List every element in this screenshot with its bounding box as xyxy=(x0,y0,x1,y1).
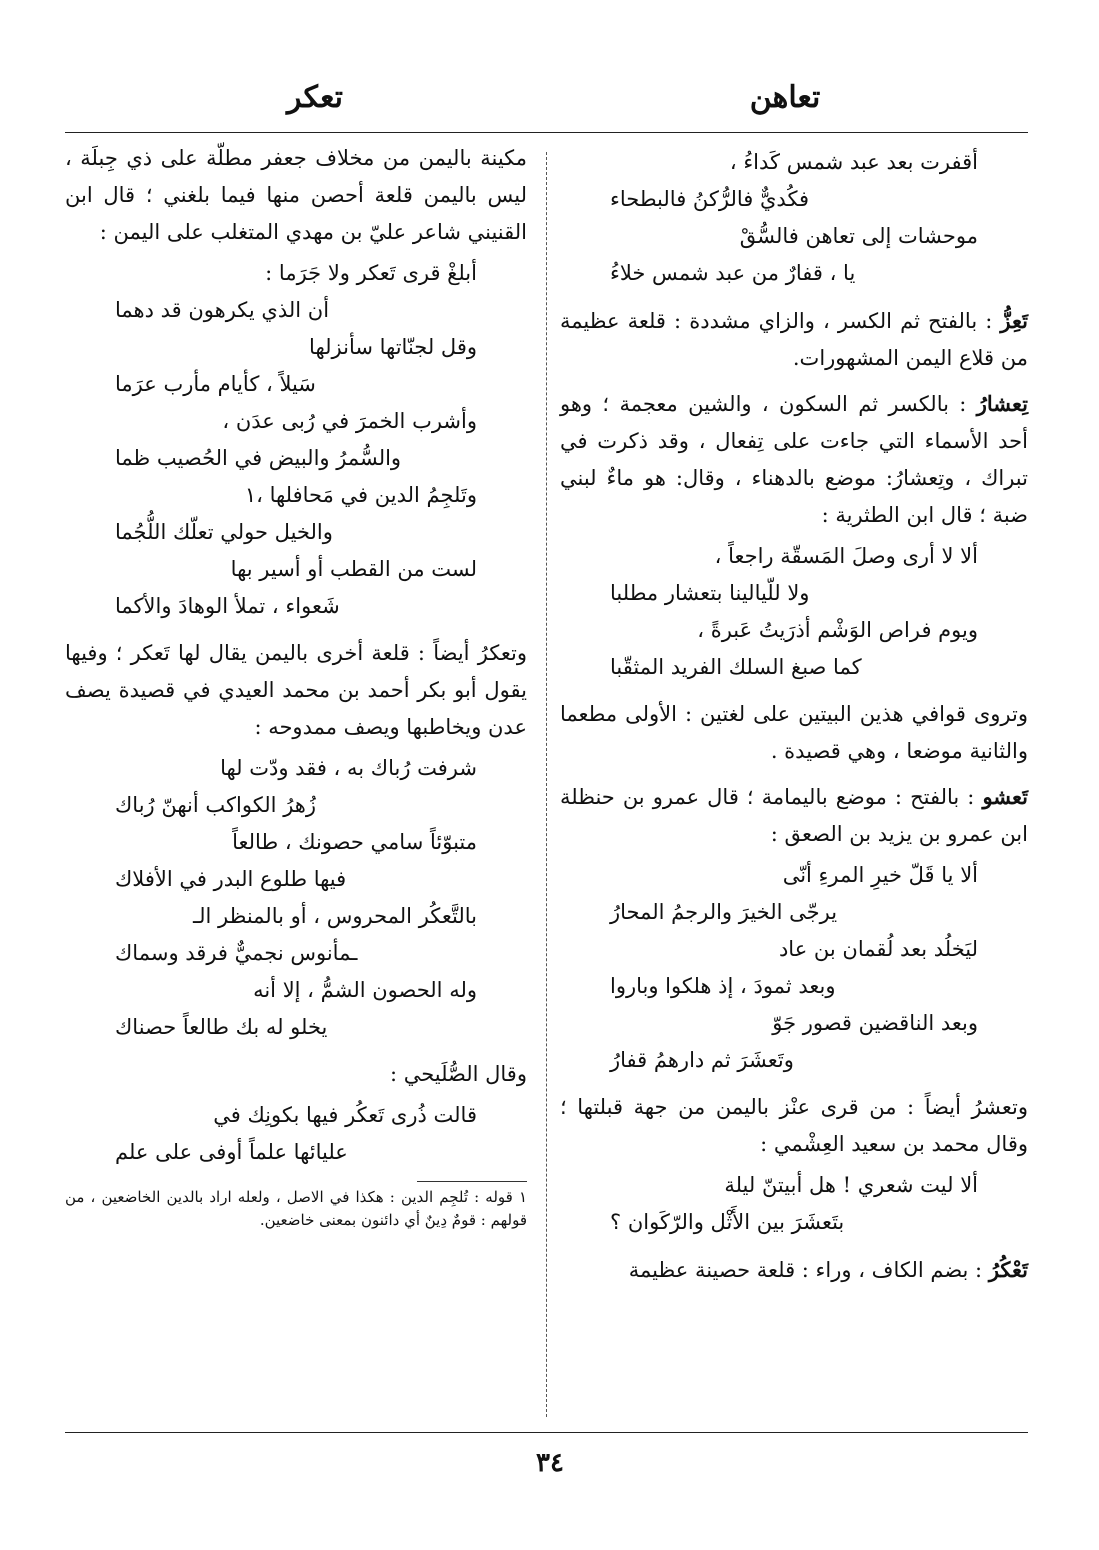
verse-line: وتَعشَرَ ثم دارهمُ قفارُ xyxy=(610,1048,794,1072)
verse-line: لست من القطب أو أسير بها xyxy=(230,557,477,581)
verse-line: شرفت رُباك به ، فقد ودّت لها xyxy=(220,756,477,780)
page-number: ٣٤ xyxy=(536,1448,564,1478)
verse-line: ألا يا قَلّ خيرِ المرءِ أنّى xyxy=(782,863,978,887)
left-column xyxy=(65,140,527,1232)
verse-block xyxy=(65,255,527,625)
entry-headword: تَعشو xyxy=(982,784,1028,809)
verse-line: زُهرُ الكواكب أنهنّ رُباك xyxy=(115,793,316,817)
verse-line: شَعواء ، تملأ الوهادَ والأكما xyxy=(115,594,340,618)
bottom-rule xyxy=(65,1432,1028,1433)
verse-line: ـمأنوس نجميٌّ فرقد وسماك xyxy=(115,941,358,965)
entry-text: وتعشرُ أيضاً : من قرى عنْز باليمن من جهة قبلتها ؛ وقال محمد بن سعيد العِشْمي : xyxy=(560,1095,1028,1156)
verse-line: فيها طلوع البدر في الأفلاك xyxy=(115,867,347,891)
right-column xyxy=(560,140,1028,1289)
verse-line: يرجّى الخيرَ والرجمُ المحارُ xyxy=(610,900,838,924)
entry-headword: تَعِزُّ xyxy=(1000,308,1028,333)
verse-line: موحشات إلى تعاهن فالسُّقْ xyxy=(739,224,978,248)
verse-line: يخلو له بك طالعاً حصناك xyxy=(115,1015,328,1039)
entry-headword: تِعشارُ xyxy=(976,391,1028,416)
verse-line: وأشرب الخمرَ في رُبى عدَن ، xyxy=(222,409,477,433)
verse-line: ليَخلُد بعد لُقمان بن عاد xyxy=(778,937,978,961)
verse-line: بتَعشَرَ بين الأَثْل والرّكَوان ؟ xyxy=(610,1210,845,1234)
entry-paragraph xyxy=(560,385,1028,534)
column-divider xyxy=(546,152,547,1417)
top-rule xyxy=(65,132,1028,133)
entry-paragraph xyxy=(560,302,1028,377)
verse-line: فكُديٌّ فالرُّكنُ فالبطحاء xyxy=(610,187,810,211)
header-right-title: تعاهن xyxy=(749,80,821,115)
verse-line: وبعد ثمودَ ، إذ هلكوا وباروا xyxy=(610,974,836,998)
verse-line: وله الحصون الشمُّ ، إلا أنه xyxy=(253,978,477,1002)
verse-line: أبلغْ قرى تَعكر ولا جَرَما : xyxy=(265,261,477,285)
verse-line: ألا لا أرى وصلَ المَسقّة راجعاً ، xyxy=(714,544,978,568)
verse-line: عليائها علماً أوفى على علم xyxy=(115,1140,348,1164)
entry-text: وتعكرُ أيضاً : قلعة أخرى باليمن يقال لها تَعكر ؛ وفيها يقول أبو بكر أحمد بن محمد العيدي في قصيدة يصف عدن ويخاطبها ويصف ممدوحه : xyxy=(65,641,527,739)
verse-line: والسُّمرُ والبيض في الحُصيب ظما xyxy=(115,446,402,470)
entry-paragraph xyxy=(560,778,1028,853)
header-left-title: تعكر xyxy=(287,80,343,115)
verse-block xyxy=(65,750,527,1046)
verse-block xyxy=(560,857,1028,1079)
verse-line: قالت ذُرى تَعكُر فيها بكونِك في xyxy=(213,1103,477,1127)
entry-text: : بضم الكاف ، وراء : قلعة حصينة عظيمة xyxy=(628,1258,983,1282)
entry-text: وتروى قوافي هذين البيتين على لغتين : الأولى مطعما والثانية موضعا ، وهي قصيدة . xyxy=(560,702,1028,763)
entry-text: مكينة باليمن من مخلاف جعفر مطلّة على ذي جِبلَة ، ليس باليمن قلعة أحصن منها فيما بلغني ؛ قال ابن القنيني شاعر عليّ بن مهدي المتغلب على اليمن : xyxy=(65,146,527,244)
verse-block xyxy=(560,538,1028,686)
footnote-separator xyxy=(417,1181,527,1182)
verse-line: متبوّئاً سامي حصونك ، طالعاً xyxy=(232,830,477,854)
verse-line: سَيلاً ، كأيام مأرب عرَما xyxy=(115,372,316,396)
verse-line: أن الذي يكرهون قد دهما xyxy=(115,298,330,322)
verse-block xyxy=(560,144,1028,292)
entry-paragraph xyxy=(560,1251,1028,1289)
verse-line: والخيل حولي تعلّك اللُّجُما xyxy=(115,520,333,544)
entry-text: : بالكسر ثم السكون ، والشين معجمة ؛ وهو أحد الأسماء التي جاءت على تِفعال ، وقد ذكرت في تبراك ، وتِعشارُ: موضع بالدهناء ، وقال: هو ماءٌ لبني ضبة ؛ قال ابن الطثرية : xyxy=(560,392,1028,527)
verse-line: وبعد الناقضين قصور جَوّ xyxy=(772,1011,978,1035)
footnote: ١ قوله : تُلجِم الدين : هكذا في الاصل ، ولعله اراد بالدين الخاضعين ، من قولهم : قومٌ دِينٌ أي دائنون بمعنى خاضعين. xyxy=(65,1188,527,1229)
verse-line: أقفرت بعد عبد شمس كَداءُ ، xyxy=(729,150,978,174)
verse-line: ويوم فراص الوَشْم أذرَيتُ عَبرةً ، xyxy=(697,618,978,642)
verse-block xyxy=(560,1167,1028,1241)
verse-line: يا ، قفارٌ من عبد شمس خلاءُ xyxy=(610,261,856,285)
verse-line: بالتَّعكُر المحروس ، أو بالمنظر الـ xyxy=(192,904,477,928)
entry-text: وقال الصُّلَيحي : xyxy=(389,1062,527,1086)
verse-line: وتَلجِمُ الدين في مَحافلها ،١ xyxy=(244,483,477,507)
verse-line: ولا للّيالينا بتعشار مطلبا xyxy=(610,581,810,605)
entry-headword: تَعْكُرُ xyxy=(988,1257,1028,1282)
verse-block xyxy=(65,1097,527,1171)
verse-line: ألا ليت شعري ! هل أبيتنّ ليلة xyxy=(724,1173,978,1197)
verse-line: وقل لجنّاتها سأنزلها xyxy=(309,335,477,359)
entry-text: : بالفتح : موضع باليمامة ؛ قال عمرو بن حنظلة ابن عمرو بن يزيد بن الصعق : xyxy=(560,785,1028,846)
verse-line: كما صبغ السلك الفريد المثقّبا xyxy=(610,655,862,679)
entry-text: : بالفتح ثم الكسر ، والزاي مشددة : قلعة عظيمة من قلاع اليمن المشهورات. xyxy=(560,309,1028,370)
